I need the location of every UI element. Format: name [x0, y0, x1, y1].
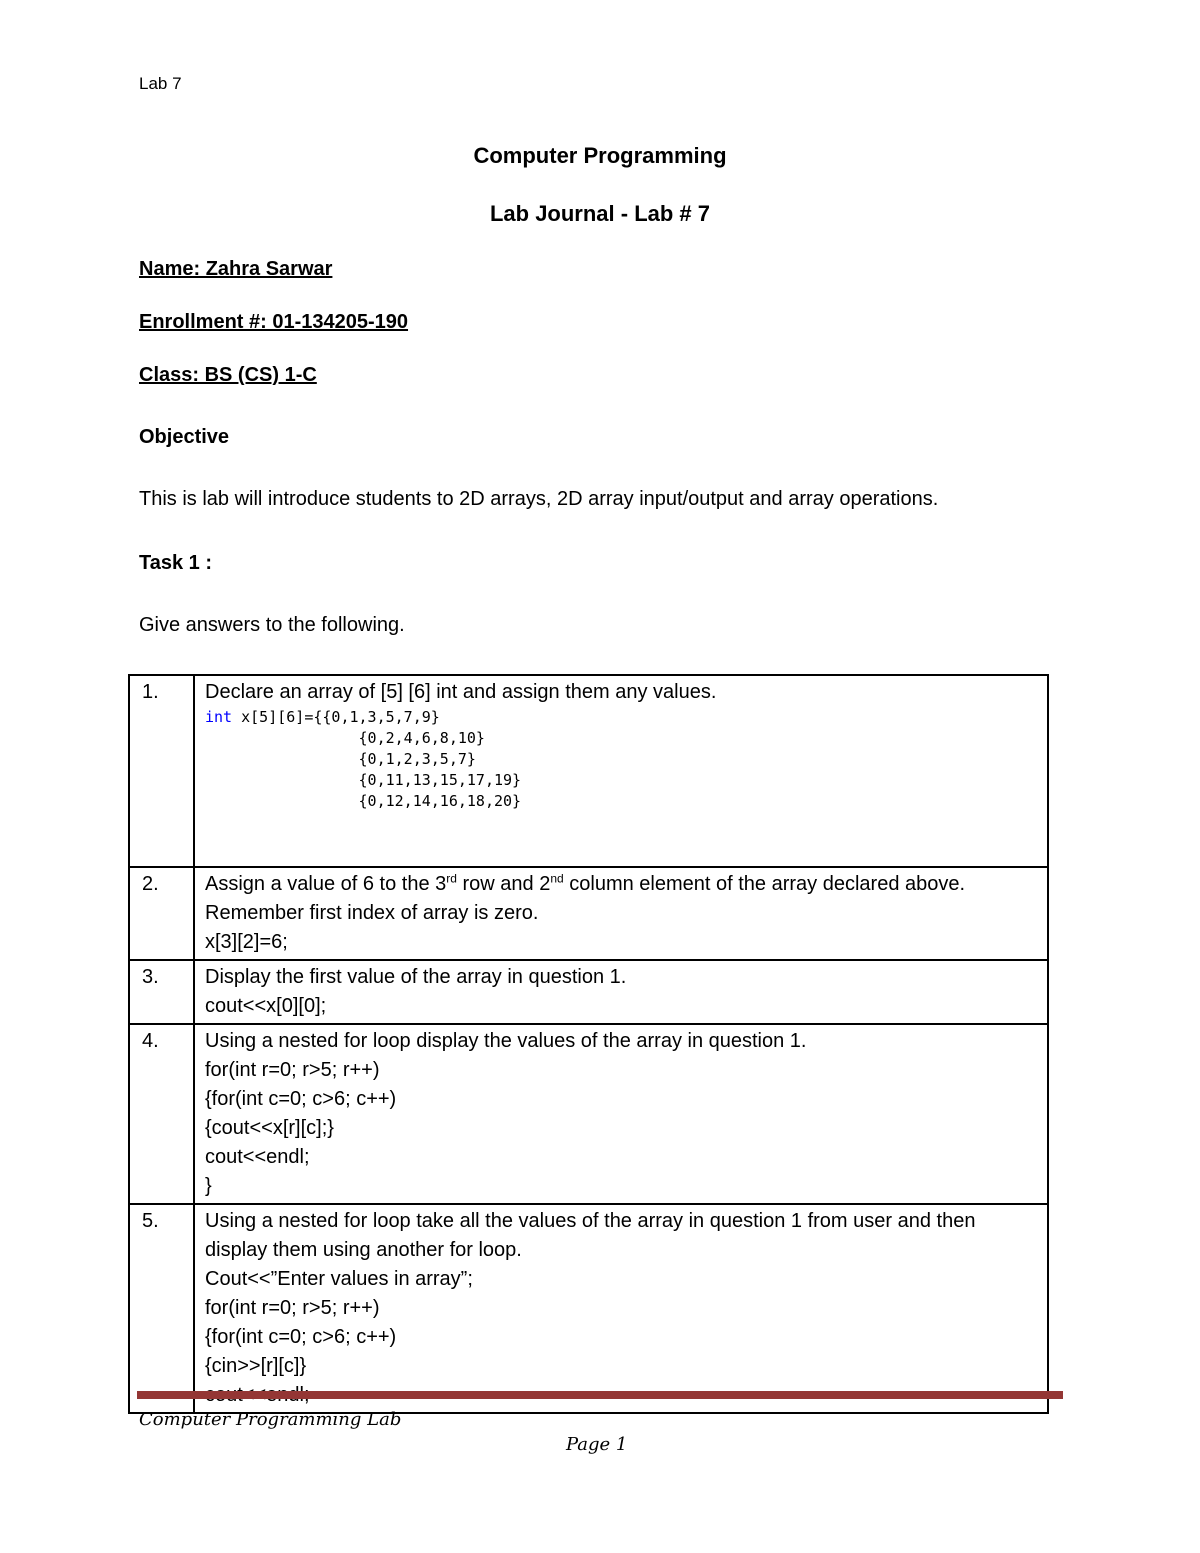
code-block — [205, 707, 1037, 812]
question-cell — [194, 675, 1048, 867]
question-number: 1. — [129, 675, 194, 867]
code-line: x[5][6]={{0,1,3,5,7,9} — [232, 708, 440, 726]
table-row — [129, 960, 1048, 1024]
student-enrollment: Enrollment #: 01-134205-190 — [139, 311, 409, 333]
objective-heading: Objective — [139, 426, 230, 448]
table-row — [129, 675, 1048, 867]
footer-course: Computer Programming Lab — [139, 1409, 402, 1430]
table-row — [129, 1024, 1048, 1204]
question-number: 5. — [129, 1204, 194, 1413]
task-instruction: Give answers to the following. — [139, 614, 405, 636]
answer-line: {for(int c=0; c>6; c++) — [205, 1326, 397, 1348]
code-line: {0,1,2,3,5,7} — [205, 750, 476, 768]
answer-text: cout<<x[0][0]; — [205, 995, 327, 1017]
question-text: Assign a value of 6 to the 3rd row and 2nd column element of the array declared above. Remember first index of array is zero. — [205, 871, 966, 924]
answer-text: x[3][2]=6; — [205, 931, 288, 953]
ordinal-suffix: nd — [550, 871, 564, 886]
answer-line: for(int r=0; r>5; r++) — [205, 1059, 380, 1081]
question-cell — [194, 1204, 1048, 1413]
question-text: Using a nested for loop take all the values of the array in question 1 from user and then display them using another for loop. — [205, 1210, 976, 1261]
question-cell — [194, 1024, 1048, 1204]
table-row — [129, 1204, 1048, 1413]
footer-page-number: Page 1 — [566, 1434, 628, 1455]
task-heading: Task 1 : — [139, 552, 212, 574]
answer-line: {cin>>[r][c]} — [205, 1355, 307, 1377]
answer-line: } — [205, 1175, 212, 1197]
journal-title: Lab Journal - Lab # 7 — [489, 201, 711, 226]
answer-line: {for(int c=0; c>6; c++) — [205, 1088, 397, 1110]
table-row — [129, 867, 1048, 960]
answer-line: for(int r=0; r>5; r++) — [205, 1297, 380, 1319]
student-name: Name: Zahra Sarwar — [139, 258, 333, 280]
question-text: Display the first value of the array in question 1. — [205, 966, 627, 988]
question-cell — [194, 960, 1048, 1024]
footer-divider — [137, 1391, 1063, 1399]
question-text: Declare an array of [5] [6] int and assign them any values. — [205, 681, 717, 703]
question-number: 2. — [129, 867, 194, 960]
questions-table — [128, 674, 1049, 1414]
question-text: Using a nested for loop display the values of the array in question 1. — [205, 1030, 807, 1052]
code-line: {0,2,4,6,8,10} — [205, 729, 485, 747]
code-keyword: int — [205, 708, 233, 726]
question-number: 3. — [129, 960, 194, 1024]
code-line: {0,11,13,15,17,19} — [205, 771, 522, 789]
code-line: {0,12,14,16,18,20} — [205, 792, 522, 810]
question-number: 4. — [129, 1024, 194, 1204]
answer-line: {cout<<x[r][c];} — [205, 1117, 334, 1139]
student-class: Class: BS (CS) 1-C — [139, 364, 317, 386]
answer-line: cout<<endl; — [205, 1146, 310, 1168]
objective-text: This is lab will introduce students to 2D arrays, 2D array input/output and array operations. — [139, 488, 939, 510]
header-lab-label: Lab 7 — [139, 74, 182, 93]
course-title: Computer Programming — [473, 143, 727, 168]
answer-line: Cout<<”Enter values in array”; — [205, 1268, 473, 1290]
ordinal-suffix: rd — [446, 871, 457, 886]
question-cell — [194, 867, 1048, 960]
